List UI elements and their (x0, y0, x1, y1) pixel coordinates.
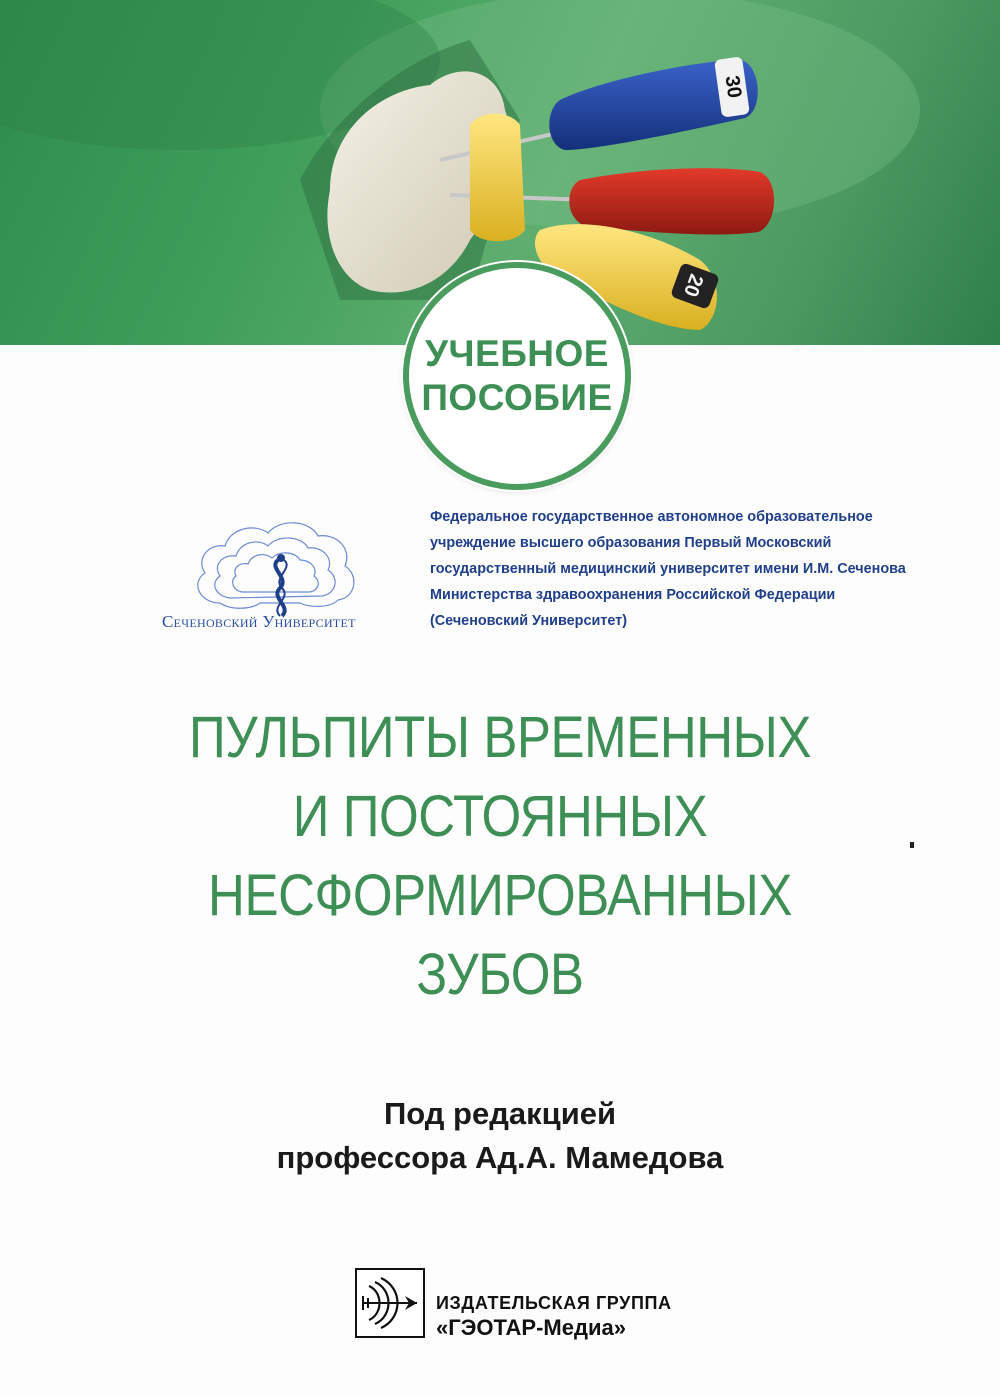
title-line: НЕСФОРМИРОВАННЫХ (208, 863, 792, 928)
badge-line-1: УЧЕБНОЕ (425, 333, 609, 374)
editor-line-2: профессора Ад.А. Мамедова (276, 1140, 724, 1175)
institution-line: Федеральное государственное автономное образовательное (430, 509, 873, 525)
title-line: ПУЛЬПИТЫ ВРЕМЕННЫХ (188, 705, 812, 770)
red-file-handle (569, 168, 774, 234)
study-guide-badge (403, 262, 631, 490)
cover-mark (910, 842, 914, 848)
geotar-media-logo-icon (355, 1268, 425, 1338)
yellow-file-size-label: 20 (678, 271, 708, 300)
publisher-line-1: ИЗДАТЕЛЬСКАЯ ГРУППА (436, 1293, 672, 1313)
institution-name (430, 504, 950, 634)
blue-file-size-label: 30 (720, 74, 746, 100)
publisher-line-2: «ГЭОТАР-Медиа» (436, 1315, 626, 1340)
institution-line: Министерства здравоохранения Российской Федерации (430, 587, 836, 603)
institution-line: (Сеченовский Университет) (430, 613, 627, 629)
editor-line-1: Под редакцией (383, 1096, 617, 1131)
university-logo-caption: Сеченовский Университет (162, 612, 356, 631)
editor-credit (0, 1092, 1000, 1180)
title-line: И ПОСТОЯННЫХ (292, 784, 708, 849)
publisher-name (436, 1292, 672, 1342)
institution-line: учреждение высшего образования Первый Московский (430, 535, 832, 551)
institution-line: государственный медицинский университет имени И.М. Сеченова (430, 561, 906, 577)
book-title (0, 698, 1000, 1014)
title-line: ЗУБОВ (416, 942, 584, 1007)
badge-line-2: ПОСОБИЕ (421, 377, 613, 418)
